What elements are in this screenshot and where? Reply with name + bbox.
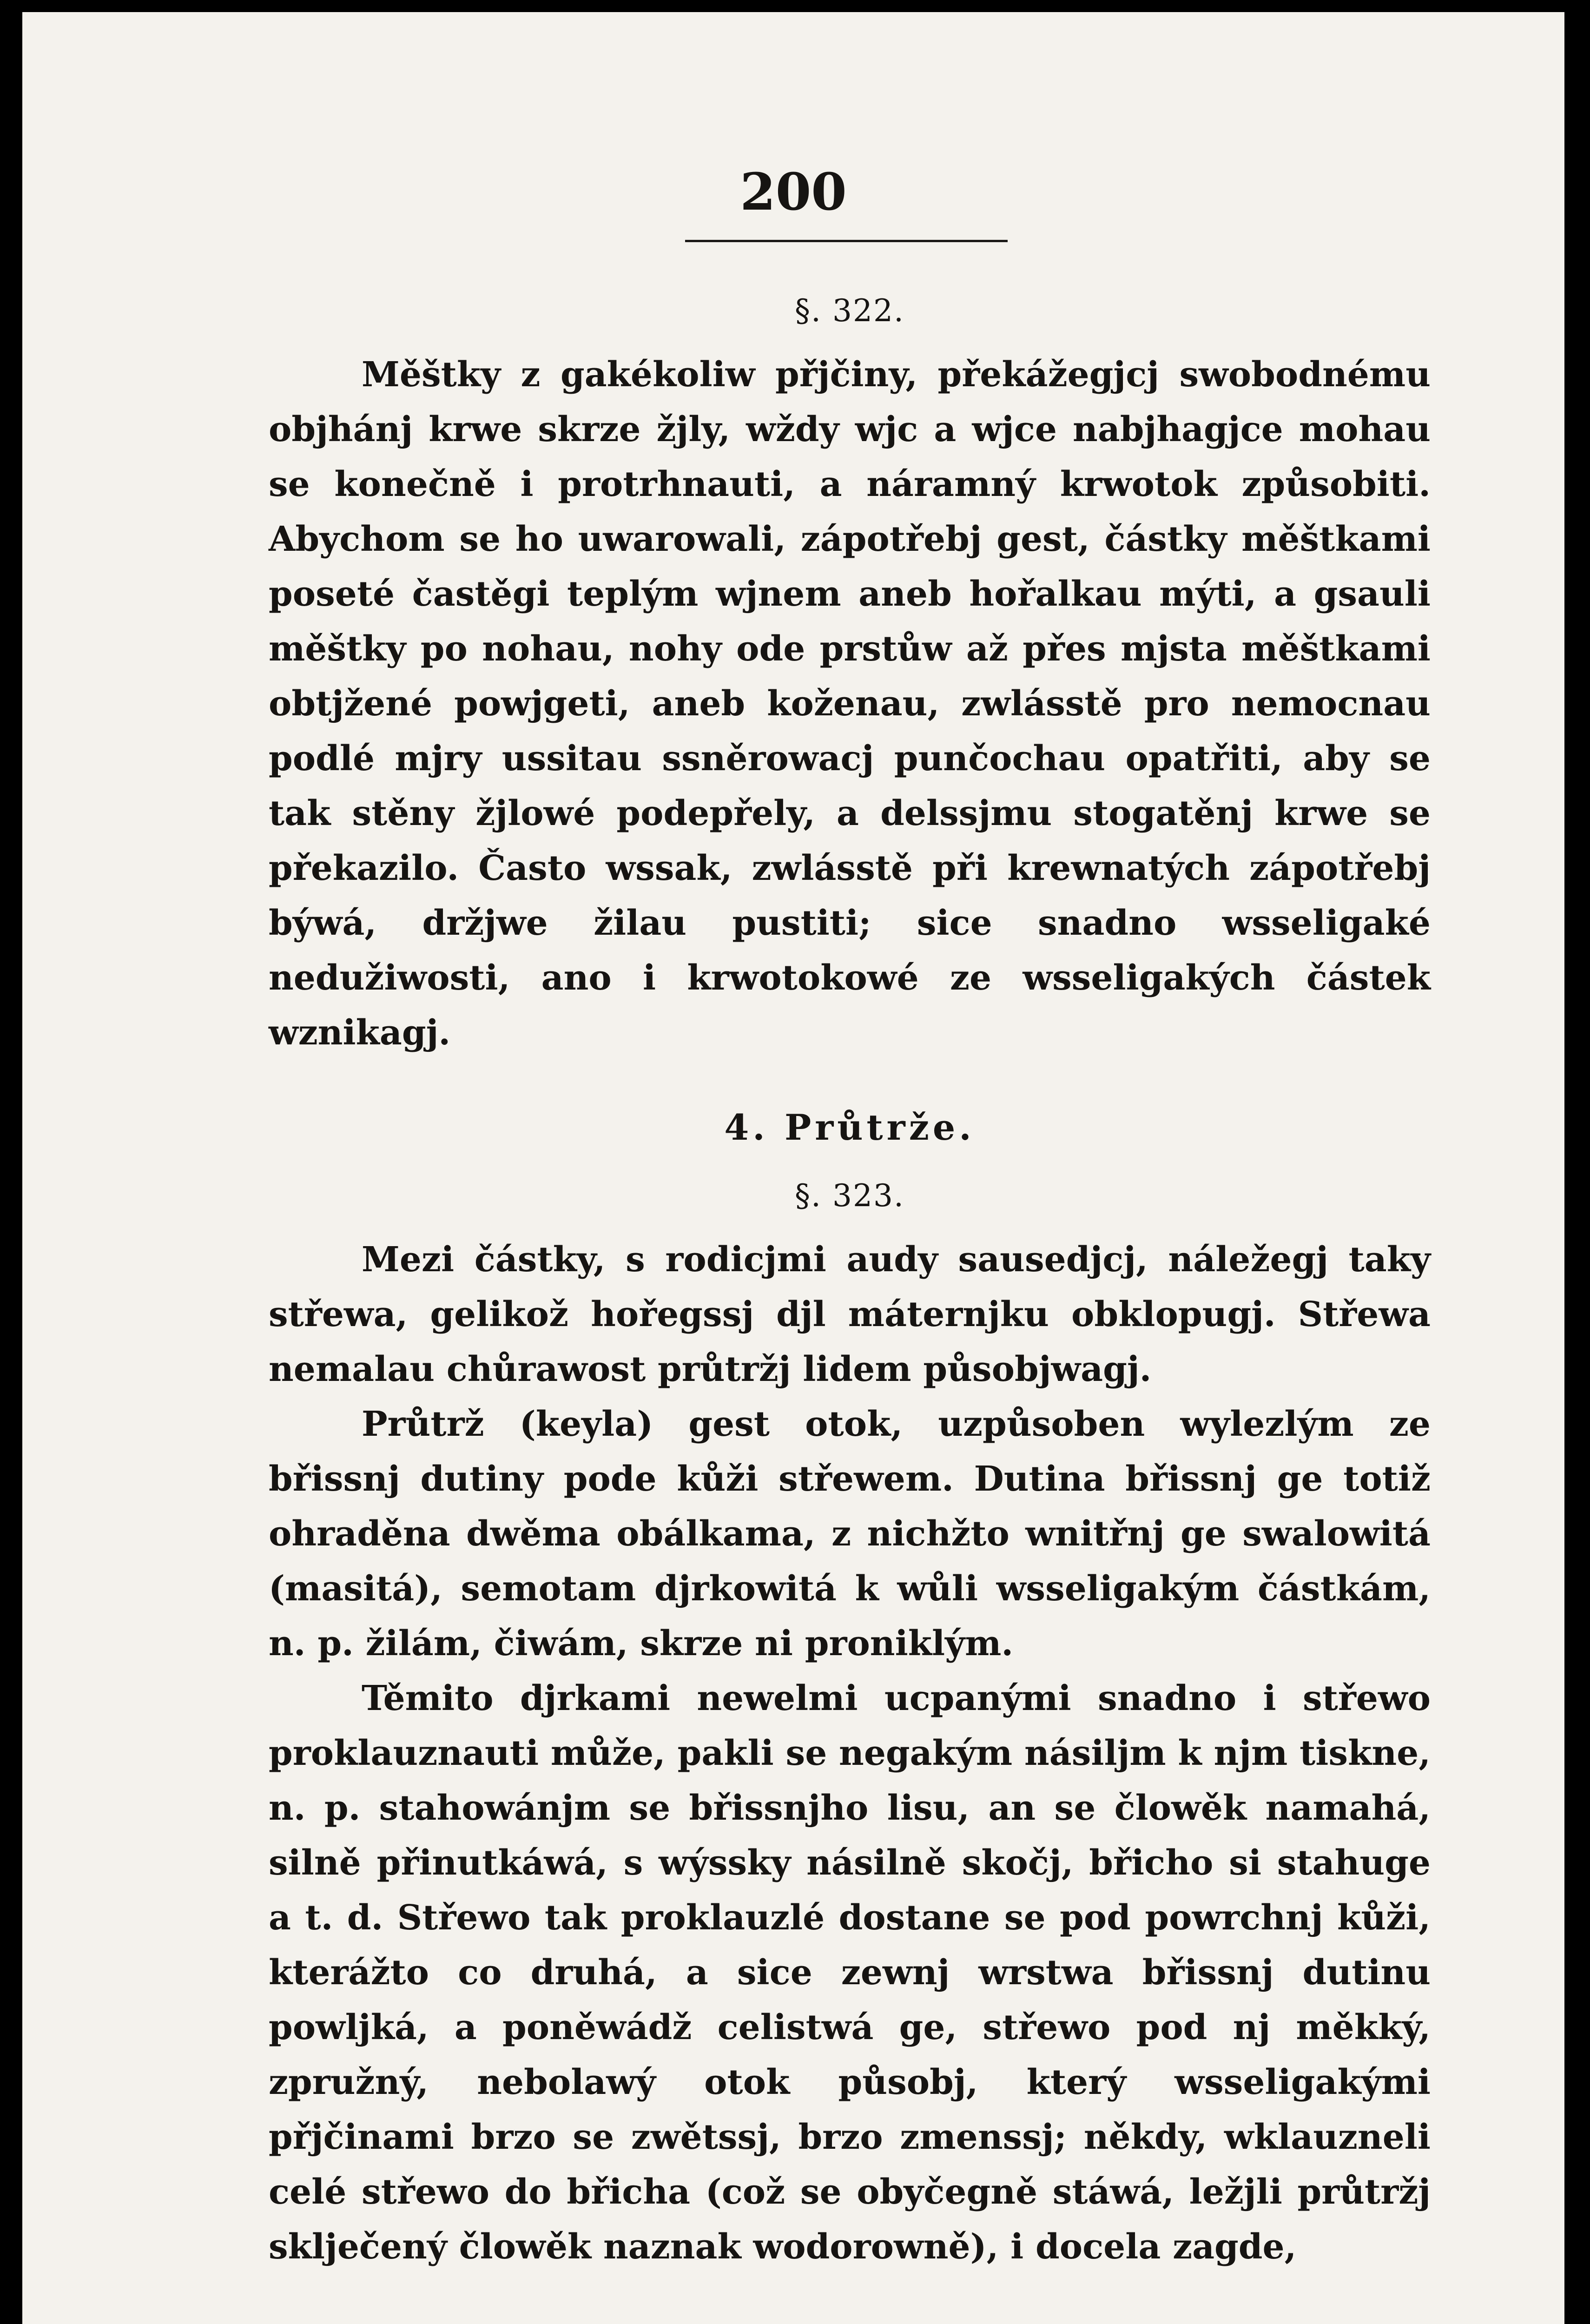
paragraph-323-2: Průtrž (keyla) gest otok, uzpůsoben wylezlým ze břissnj dutiny pode kůži střewem. Dutina břissnj ge totiž ohraděna dwěma obálkama, z nichžto wnitřnj ge swalowitá (masitá), semotam djrkowitá k wůli wsseligakým částkám, n. p. žilám, čiwám, skrze ni proniklým. [269, 1404, 1431, 1664]
page-number: 200 [740, 162, 847, 222]
section-number-322: §. 322. [795, 293, 904, 329]
book-page [22, 12, 1564, 2324]
section-number-323: §. 323. [795, 1178, 904, 1214]
paragraph-322: Měštky z gakékoliw přjčiny, překážegjcj swobodnému objhánj krwe skrze žjly, wždy wjc a wjce nabjhagjce mohau se konečně i protrhnauti, a náramný krwotok způsobiti. Abychom se ho uwarowali, zápotřebj gest, částky měštkami poseté častěgi teplým wjnem aneb hořalkau mýti, a gsauli měštky po nohau, nohy ode prstůw až přes mjsta měštkami obtjžené powjgeti, aneb koženau, zwlásstě pro nemocnau podlé mjry ussitau ssněrowacj punčochau opatřiti, aby se tak stěny žjlowé podepřely, a delssjmu stogatěnj krwe se překazilo. Často wssak, zwlásstě při krewnatých zápotřebj býwá, držjwe žilau pustiti; sice snadno wsseligaké nedužiwosti, ano i krwotokowé ze wsseligakých částek wznikagj. [269, 355, 1431, 1053]
paragraph-323-1: Mezi částky, s rodicjmi audy sausedjcj, náležegj taky střewa, gelikož hořegssj djl máternjku obklopugj. Střewa nemalau chůrawost průtržj lidem působjwagj. [269, 1240, 1431, 1389]
paragraph-323-3: Těmito djrkami newelmi ucpanými snadno i střewo proklauznauti může, pakli se negakým násiljm k njm tiskne, n. p. stahowánjm se břissnjho lisu, an se člowěk namahá, silně přinutkáwá, s wýssky násilně skočj, břicho si stahuge a t. d. Střewo tak proklauzlé dostane se pod powrchnj kůži, kterážto co druhá, a sice zewnj wrstwa břissnj dutinu powljká, a poněwádž celistwá ge, střewo pod nj měkký, zpružný, nebolawý otok působj, který wsseligakými přjčinami brzo se zwětssj, brzo zmenssj; někdy, wklauzneli celé střewo do břicha (což se obyčegně stáwá, ležjli průtržj sklječený člowěk naznak wodorowně), i docela zagde, [269, 1678, 1431, 2267]
header-rule [685, 240, 1008, 242]
section-heading: 4. Průtrže. [724, 1107, 975, 1148]
text-block [269, 263, 1431, 2274]
